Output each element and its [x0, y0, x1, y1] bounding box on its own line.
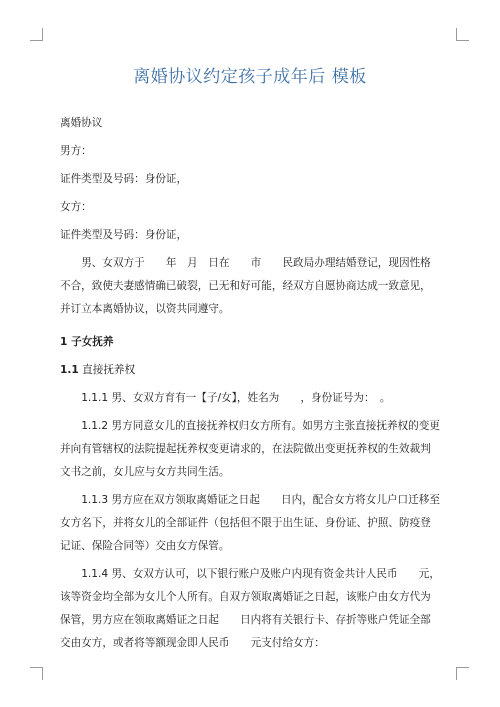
intro-paragraph: 男、女双方于 年 月 日在 市 民政局办理结婚登记，现因性格不合，致使夫妻感情确已破裂，已无和好可能，经双方自愿协商达成一致意见，并订立本离婚协议，以资共同遵守。	[60, 257, 431, 315]
section-1-title: 子女抚养	[67, 336, 114, 348]
man-label: 男方：	[60, 145, 92, 157]
clause-1-1-3: 1.1.3 男方应在双方领取离婚证之日起 日内，配合女方将女儿户口迁移至女方名下，并将女儿的全部证件（包括但不限于出生证、身份证、护照、防疫登记证、保险合同等）交由女方保管。	[60, 494, 440, 552]
section-1-1-title: 直接抚养权	[78, 364, 136, 376]
document-body	[60, 112, 440, 655]
man-id-line: 证件类型及号码：身份证，	[60, 173, 188, 185]
clause-1-1-1: 1.1.1 男、女双方育有一【子/女】，姓名为 ，身份证号为： 。	[81, 392, 391, 404]
agreement-name: 离婚协议	[60, 117, 103, 129]
clause-1-1-2: 1.1.2 男方同意女儿的直接抚养权归女方所有。如男方主张直接抚养权的变更并向有管辖权的法院提起抚养权变更请求的，在法院做出变更抚养权的生效裁判文书之前，女儿应与女方共同生活。	[60, 420, 440, 478]
section-1-heading	[60, 331, 440, 354]
crop-mark-bottom-right	[456, 667, 469, 680]
crop-mark-top-left	[30, 28, 43, 41]
woman-id-line: 证件类型及号码：身份证，	[60, 229, 188, 241]
crop-mark-bottom-left	[30, 667, 43, 680]
crop-mark-top-right	[456, 28, 469, 41]
section-1-number: 1	[60, 336, 68, 348]
document-title: 离婚协议约定孩子成年后 模板	[133, 67, 367, 87]
section-1-1-heading	[60, 359, 440, 382]
section-1-1-number: 1.1	[60, 364, 79, 376]
woman-label: 女方：	[60, 201, 92, 213]
clause-1-1-4: 1.1.4 男、女双方认可，以下银行账户及账户内现有资金共计人民币 元，该等资金均全部为女儿个人所有。自双方领取离婚证之日起，该账户由女方代为保管，男方应在领取离婚证之日起 日内将有关银行卡、存折等账户凭证全部交由女方，或者将等额现金即人民币 元支付给女方：	[60, 568, 440, 649]
